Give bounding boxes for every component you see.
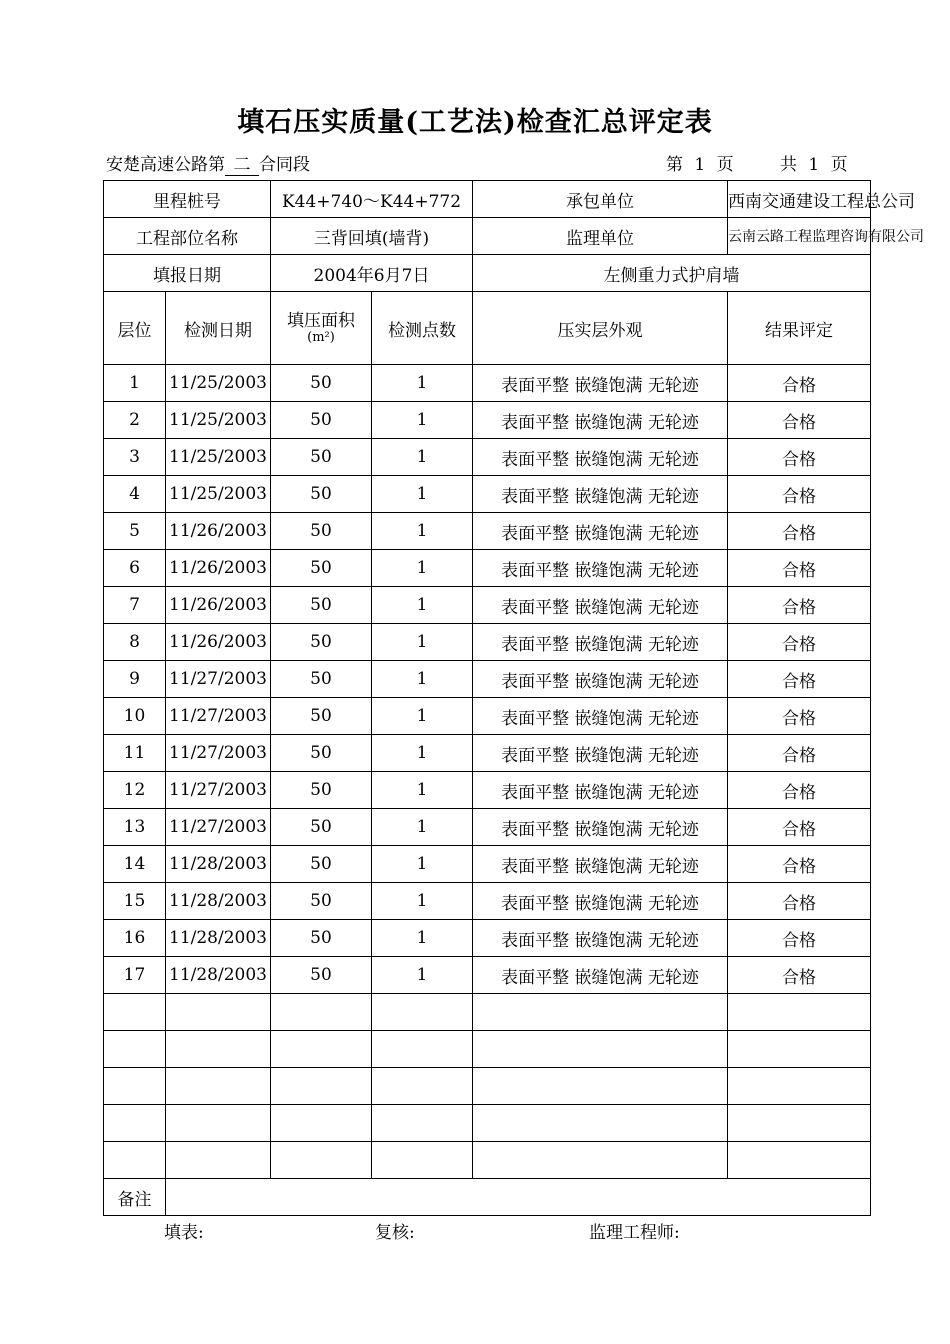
col-area	[271, 292, 372, 365]
empty-cell	[104, 1105, 166, 1142]
table-row	[104, 661, 871, 698]
empty-row	[104, 1031, 871, 1068]
table-row	[104, 402, 871, 439]
empty-cell	[166, 1105, 271, 1142]
cell-result: 合格	[728, 587, 871, 624]
cell-result: 合格	[728, 476, 871, 513]
contractor-label: 承包单位	[473, 181, 728, 218]
cell-layer: 15	[104, 883, 166, 920]
table-row	[104, 365, 871, 402]
filled-by-label: 填表:	[164, 1223, 204, 1243]
info-row-date	[104, 255, 871, 292]
empty-cell	[271, 1068, 372, 1105]
cell-area: 50	[271, 920, 372, 957]
cell-appearance: 表面平整 嵌缝饱满 无轮迹	[473, 402, 728, 439]
empty-row	[104, 994, 871, 1031]
contractor-value: 西南交通建设工程总公司	[728, 181, 871, 218]
cell-result: 合格	[728, 439, 871, 476]
station-label: 里程桩号	[104, 181, 271, 218]
cell-date: 11/26/2003	[166, 587, 271, 624]
cell-appearance: 表面平整 嵌缝饱满 无轮迹	[473, 550, 728, 587]
cell-points: 1	[372, 883, 473, 920]
cell-date: 11/27/2003	[166, 735, 271, 772]
cell-date: 11/28/2003	[166, 846, 271, 883]
cell-result: 合格	[728, 402, 871, 439]
cell-area: 50	[271, 365, 372, 402]
cell-result: 合格	[728, 809, 871, 846]
table-row	[104, 772, 871, 809]
cell-date: 11/25/2003	[166, 402, 271, 439]
col-points: 检测点数	[372, 292, 473, 365]
cell-date: 11/25/2003	[166, 439, 271, 476]
cell-result: 合格	[728, 624, 871, 661]
empty-cell	[473, 994, 728, 1031]
info-row-part	[104, 218, 871, 255]
empty-cell	[271, 994, 372, 1031]
cell-layer: 5	[104, 513, 166, 550]
contract-number: 二	[225, 150, 259, 176]
part-value: 三背回填(墙背)	[271, 218, 473, 255]
cell-layer: 9	[104, 661, 166, 698]
empty-cell	[271, 1105, 372, 1142]
cell-layer: 6	[104, 550, 166, 587]
empty-cell	[271, 1031, 372, 1068]
cell-date: 11/26/2003	[166, 550, 271, 587]
cell-layer: 16	[104, 920, 166, 957]
page-title: 填石压实质量(工艺法)检查汇总评定表	[237, 107, 713, 138]
table-row	[104, 920, 871, 957]
cell-points: 1	[372, 661, 473, 698]
table-row	[104, 624, 871, 661]
empty-cell	[473, 1068, 728, 1105]
cell-points: 1	[372, 624, 473, 661]
cell-appearance: 表面平整 嵌缝饱满 无轮迹	[473, 365, 728, 402]
cell-points: 1	[372, 513, 473, 550]
cell-area: 50	[271, 476, 372, 513]
empty-cell	[372, 1142, 473, 1179]
empty-cell	[728, 1068, 871, 1105]
empty-row	[104, 1068, 871, 1105]
station-value: K44+740～K44+772	[271, 181, 473, 218]
cell-appearance: 表面平整 嵌缝饱满 无轮迹	[473, 735, 728, 772]
cell-area: 50	[271, 624, 372, 661]
cell-appearance: 表面平整 嵌缝饱满 无轮迹	[473, 439, 728, 476]
table-row	[104, 587, 871, 624]
page-total: 共 1 页	[780, 155, 851, 175]
signature-footer	[0, 1218, 950, 1242]
supervisor-value: 云南云路工程监理咨询有限公司	[728, 218, 871, 255]
empty-cell	[473, 1142, 728, 1179]
table-row	[104, 809, 871, 846]
table-row	[104, 476, 871, 513]
date-value: 2004年6月7日	[271, 255, 473, 292]
supervisor-label: 监理单位	[473, 218, 728, 255]
cell-date: 11/26/2003	[166, 513, 271, 550]
cell-appearance: 表面平整 嵌缝饱满 无轮迹	[473, 883, 728, 920]
remarks-row	[104, 1179, 871, 1216]
cell-area: 50	[271, 550, 372, 587]
empty-row	[104, 1105, 871, 1142]
cell-points: 1	[372, 365, 473, 402]
cell-points: 1	[372, 957, 473, 994]
empty-cell	[166, 1031, 271, 1068]
cell-area: 50	[271, 698, 372, 735]
empty-cell	[372, 1105, 473, 1142]
cell-layer: 4	[104, 476, 166, 513]
cell-appearance: 表面平整 嵌缝饱满 无轮迹	[473, 661, 728, 698]
cell-area: 50	[271, 809, 372, 846]
cell-date: 11/26/2003	[166, 624, 271, 661]
cell-date: 11/27/2003	[166, 698, 271, 735]
table-row	[104, 550, 871, 587]
cell-result: 合格	[728, 365, 871, 402]
cell-date: 11/25/2003	[166, 476, 271, 513]
empty-cell	[372, 994, 473, 1031]
empty-cell	[104, 1068, 166, 1105]
cell-area: 50	[271, 513, 372, 550]
date-label: 填报日期	[104, 255, 271, 292]
empty-row	[104, 1142, 871, 1179]
cell-layer: 3	[104, 439, 166, 476]
empty-cell	[372, 1031, 473, 1068]
cell-points: 1	[372, 587, 473, 624]
cell-points: 1	[372, 735, 473, 772]
cell-result: 合格	[728, 550, 871, 587]
cell-appearance: 表面平整 嵌缝饱满 无轮迹	[473, 698, 728, 735]
cell-points: 1	[372, 698, 473, 735]
cell-result: 合格	[728, 957, 871, 994]
contract-suffix: 合同段	[259, 155, 310, 175]
col-appearance: 压实层外观	[473, 292, 728, 365]
cell-points: 1	[372, 402, 473, 439]
project-line	[106, 150, 310, 176]
cell-appearance: 表面平整 嵌缝饱满 无轮迹	[473, 513, 728, 550]
cell-layer: 17	[104, 957, 166, 994]
table-row	[104, 846, 871, 883]
cell-result: 合格	[728, 772, 871, 809]
cell-points: 1	[372, 476, 473, 513]
cell-points: 1	[372, 772, 473, 809]
cell-points: 1	[372, 846, 473, 883]
col-area-label: 填压面积	[287, 311, 355, 331]
empty-cell	[104, 1142, 166, 1179]
cell-date: 11/27/2003	[166, 809, 271, 846]
cell-layer: 7	[104, 587, 166, 624]
cell-points: 1	[372, 920, 473, 957]
cell-result: 合格	[728, 735, 871, 772]
col-check-date: 检测日期	[166, 292, 271, 365]
engineer-label: 监理工程师:	[589, 1223, 680, 1243]
empty-cell	[728, 994, 871, 1031]
col-layer: 层位	[104, 292, 166, 365]
empty-cell	[728, 1031, 871, 1068]
cell-layer: 2	[104, 402, 166, 439]
cell-area: 50	[271, 957, 372, 994]
cell-date: 11/28/2003	[166, 883, 271, 920]
remarks-content	[166, 1179, 871, 1216]
cell-appearance: 表面平整 嵌缝饱满 无轮迹	[473, 846, 728, 883]
cell-layer: 10	[104, 698, 166, 735]
cell-area: 50	[271, 439, 372, 476]
empty-cell	[473, 1031, 728, 1068]
part-label: 工程部位名称	[104, 218, 271, 255]
column-header-row	[104, 292, 871, 365]
empty-cell	[271, 1142, 372, 1179]
cell-layer: 8	[104, 624, 166, 661]
empty-cell	[104, 1031, 166, 1068]
table-row	[104, 439, 871, 476]
cell-points: 1	[372, 550, 473, 587]
table-row	[104, 513, 871, 550]
cell-layer: 11	[104, 735, 166, 772]
cell-date: 11/28/2003	[166, 920, 271, 957]
table-row	[104, 735, 871, 772]
cell-result: 合格	[728, 661, 871, 698]
col-result: 结果评定	[728, 292, 871, 365]
reviewed-by-label: 复核:	[375, 1223, 415, 1243]
empty-cell	[166, 1142, 271, 1179]
cell-layer: 13	[104, 809, 166, 846]
cell-date: 11/27/2003	[166, 661, 271, 698]
cell-date: 11/27/2003	[166, 772, 271, 809]
subheader	[106, 150, 866, 174]
empty-cell	[104, 994, 166, 1031]
table-row	[104, 883, 871, 920]
cell-area: 50	[271, 846, 372, 883]
empty-cell	[372, 1068, 473, 1105]
cell-layer: 14	[104, 846, 166, 883]
cell-result: 合格	[728, 698, 871, 735]
empty-cell	[728, 1142, 871, 1179]
cell-points: 1	[372, 439, 473, 476]
cell-date: 11/25/2003	[166, 365, 271, 402]
cell-layer: 12	[104, 772, 166, 809]
location-note: 左侧重力式护肩墙	[473, 255, 871, 292]
empty-cell	[728, 1105, 871, 1142]
cell-appearance: 表面平整 嵌缝饱满 无轮迹	[473, 920, 728, 957]
project-prefix: 安楚高速公路第	[106, 155, 225, 175]
remarks-label: 备注	[104, 1179, 166, 1216]
inspection-table	[103, 180, 924, 1216]
empty-cell	[166, 994, 271, 1031]
cell-result: 合格	[728, 846, 871, 883]
cell-appearance: 表面平整 嵌缝饱满 无轮迹	[473, 476, 728, 513]
cell-area: 50	[271, 661, 372, 698]
cell-result: 合格	[728, 513, 871, 550]
page-current: 第 1 页	[666, 155, 737, 175]
cell-appearance: 表面平整 嵌缝饱满 无轮迹	[473, 809, 728, 846]
cell-appearance: 表面平整 嵌缝饱满 无轮迹	[473, 772, 728, 809]
cell-appearance: 表面平整 嵌缝饱满 无轮迹	[473, 624, 728, 661]
cell-appearance: 表面平整 嵌缝饱满 无轮迹	[473, 957, 728, 994]
info-row-station	[104, 181, 871, 218]
cell-layer: 1	[104, 365, 166, 402]
empty-cell	[473, 1105, 728, 1142]
cell-date: 11/28/2003	[166, 957, 271, 994]
cell-area: 50	[271, 587, 372, 624]
table-row	[104, 957, 871, 994]
col-area-unit: (m²)	[307, 330, 335, 345]
cell-result: 合格	[728, 920, 871, 957]
cell-area: 50	[271, 883, 372, 920]
cell-appearance: 表面平整 嵌缝饱满 无轮迹	[473, 587, 728, 624]
table-row	[104, 698, 871, 735]
empty-cell	[166, 1068, 271, 1105]
cell-area: 50	[271, 402, 372, 439]
cell-points: 1	[372, 809, 473, 846]
cell-area: 50	[271, 772, 372, 809]
cell-result: 合格	[728, 883, 871, 920]
cell-area: 50	[271, 735, 372, 772]
